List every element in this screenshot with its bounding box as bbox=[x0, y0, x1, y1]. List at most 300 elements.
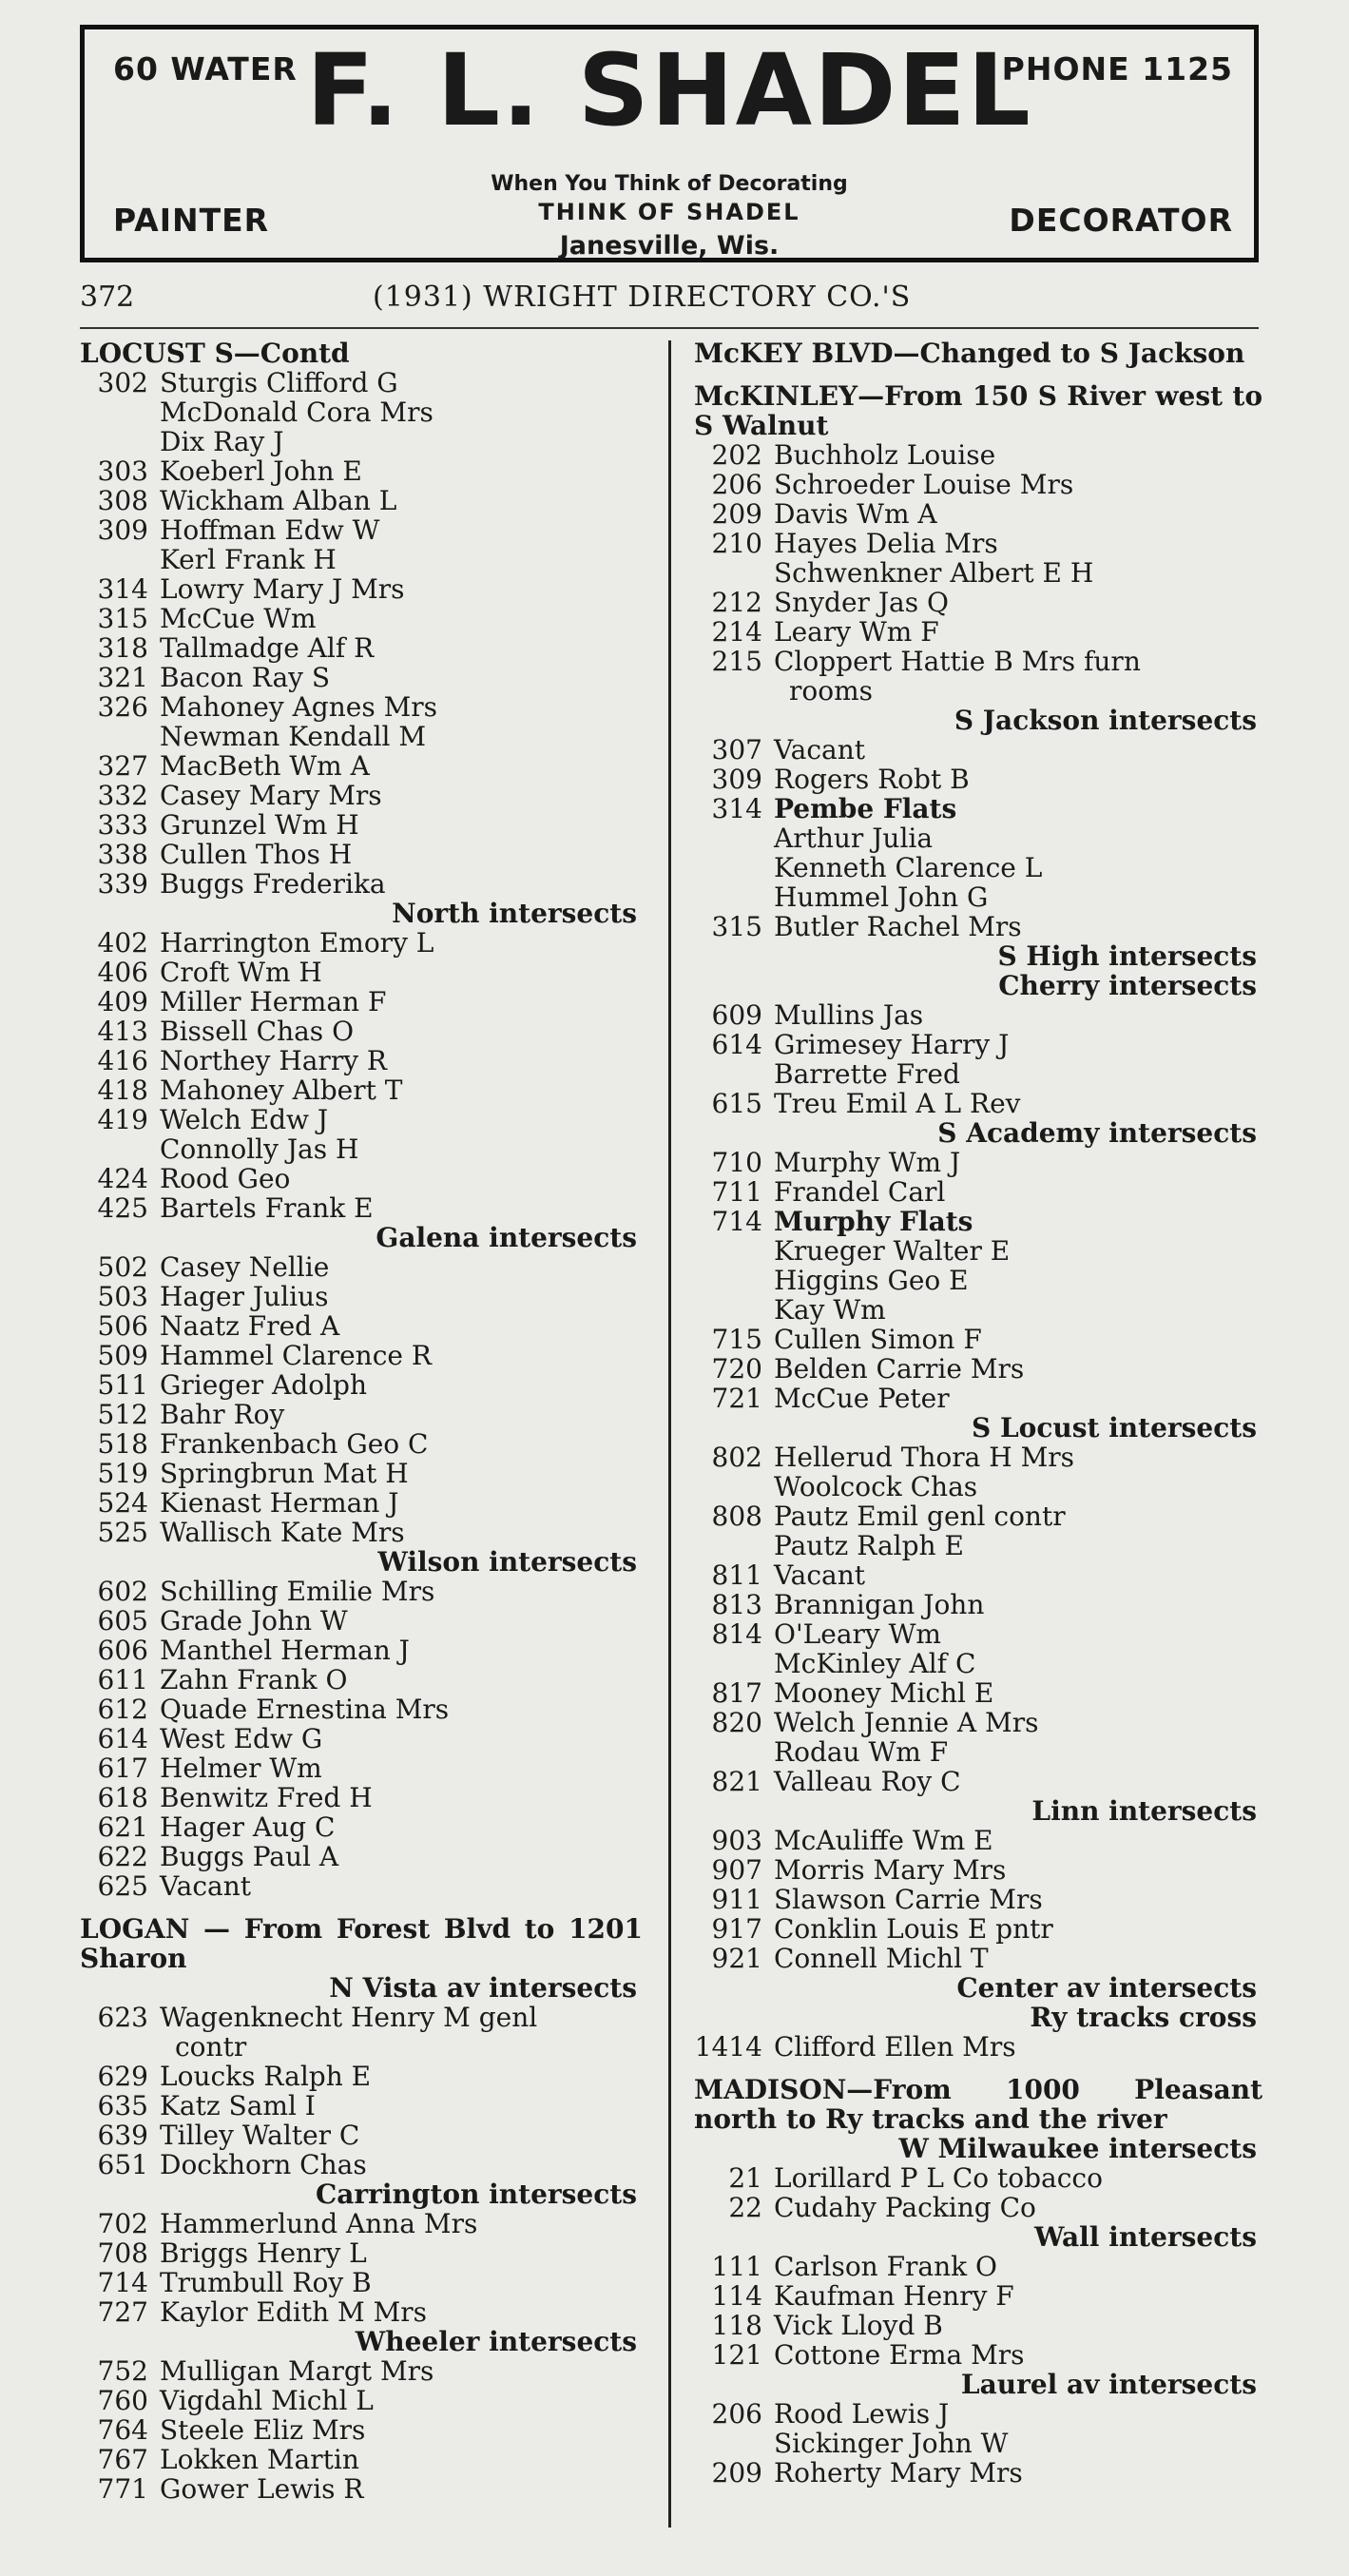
resident-name: Higgins Geo E bbox=[774, 1265, 969, 1296]
resident-name: Vick Lloyd B bbox=[774, 2310, 943, 2341]
intersection-note: S Locust intersects bbox=[971, 1412, 1257, 1443]
house-number: 708 bbox=[97, 2237, 148, 2269]
house-number: 332 bbox=[97, 780, 148, 811]
house-number: 602 bbox=[97, 1576, 148, 1607]
column-divider bbox=[668, 340, 671, 2528]
resident-name: Krueger Walter E bbox=[774, 1235, 1011, 1267]
directory-entry bbox=[80, 1842, 643, 1871]
house-number: 308 bbox=[97, 485, 148, 516]
resident-name: Loucks Ralph E bbox=[160, 2061, 372, 2092]
resident-name: Kenneth Clarence L bbox=[774, 852, 1043, 883]
house-number: 307 bbox=[711, 734, 762, 765]
resident-name: Katz Saml I bbox=[160, 2090, 316, 2121]
resident-name: Belden Carrie Mrs bbox=[774, 1353, 1025, 1385]
house-number: 419 bbox=[97, 1104, 148, 1135]
intersection-note: North intersects bbox=[392, 898, 637, 929]
resident-name: Grade John W bbox=[160, 1605, 348, 1637]
resident-name: Mulligan Margt Mrs bbox=[160, 2355, 434, 2387]
intersection-note: Wilson intersects bbox=[377, 1546, 637, 1578]
house-number: 615 bbox=[711, 1088, 762, 1119]
house-number: 625 bbox=[97, 1870, 148, 1902]
house-number: 314 bbox=[97, 573, 148, 605]
resident-name: Hellerud Thora H Mrs bbox=[774, 1442, 1074, 1473]
resident-name: Woolcock Chas bbox=[774, 1471, 978, 1502]
house-number: 917 bbox=[711, 1913, 762, 1945]
directory-entry bbox=[80, 574, 643, 604]
resident-name: Cudahy Packing Co bbox=[774, 2192, 1036, 2223]
resident-name: Cottone Erma Mrs bbox=[774, 2339, 1025, 2371]
resident-name: Arthur Julia bbox=[774, 823, 934, 854]
resident-name: Naatz Fred A bbox=[160, 1310, 340, 1342]
directory-entry bbox=[80, 1783, 643, 1812]
house-number: 903 bbox=[711, 1825, 762, 1856]
directory-entry bbox=[80, 1341, 643, 1370]
house-number: 214 bbox=[711, 616, 762, 648]
house-number: 326 bbox=[97, 691, 148, 723]
house-number: 509 bbox=[97, 1340, 148, 1371]
resident-name: Dix Ray J bbox=[160, 426, 284, 457]
resident-name: Manthel Herman J bbox=[160, 1635, 410, 1666]
resident-name: Koeberl John E bbox=[160, 455, 362, 487]
directory-entry bbox=[694, 1295, 1262, 1325]
ad-trade-right: DECORATOR bbox=[1009, 202, 1233, 239]
resident-name: Carlson Frank O bbox=[774, 2251, 997, 2282]
directory-entry bbox=[80, 2032, 643, 2062]
directory-entry bbox=[694, 1560, 1262, 1590]
resident-name: McDonald Cora Mrs bbox=[160, 397, 434, 428]
header-divider bbox=[80, 327, 1259, 329]
directory-entry bbox=[80, 2297, 643, 2327]
house-number: 710 bbox=[711, 1147, 762, 1178]
intersection-note: Wheeler intersects bbox=[355, 2326, 637, 2357]
house-number: 618 bbox=[97, 1782, 148, 1813]
resident-name: Grieger Adolph bbox=[160, 1369, 367, 1401]
house-number: 114 bbox=[711, 2280, 762, 2312]
directory-entry bbox=[80, 1164, 643, 1193]
resident-name: Murphy Wm J bbox=[774, 1147, 961, 1178]
house-number: 338 bbox=[97, 839, 148, 870]
resident-name: Frankenbach Geo C bbox=[160, 1428, 429, 1460]
directory-entry bbox=[80, 2209, 643, 2238]
house-number: 206 bbox=[711, 469, 762, 500]
resident-name: Mooney Michl E bbox=[774, 1677, 994, 1709]
directory-entry bbox=[80, 781, 643, 810]
directory-entry bbox=[80, 2238, 643, 2268]
intersection-note: S Jackson intersects bbox=[954, 705, 1257, 736]
house-number: 635 bbox=[97, 2090, 148, 2121]
resident-name: Zahn Frank O bbox=[160, 1664, 348, 1695]
resident-name: Schilling Emilie Mrs bbox=[160, 1576, 435, 1607]
house-number: 771 bbox=[97, 2473, 148, 2505]
directory-entry bbox=[694, 1855, 1262, 1885]
resident-name: Morris Mary Mrs bbox=[774, 1854, 1007, 1886]
directory-entry bbox=[694, 1649, 1262, 1678]
section-spacer bbox=[80, 1901, 643, 1914]
directory-entry bbox=[80, 1105, 643, 1134]
intersection-note: Cherry intersects bbox=[998, 970, 1257, 1001]
directory-entry bbox=[80, 604, 643, 633]
house-number: 321 bbox=[97, 662, 148, 693]
resident-name: Helmer Wm bbox=[160, 1753, 322, 1784]
house-number: 424 bbox=[97, 1163, 148, 1194]
directory-entry bbox=[694, 647, 1262, 676]
resident-name: Hayes Delia Mrs bbox=[774, 528, 998, 559]
house-number: 315 bbox=[97, 603, 148, 634]
house-number: 512 bbox=[97, 1399, 148, 1430]
house-number: 811 bbox=[711, 1559, 762, 1591]
resident-name: Tallmadge Alf R bbox=[160, 632, 375, 664]
resident-name: Cullen Thos H bbox=[160, 839, 353, 870]
house-number: 333 bbox=[97, 809, 148, 841]
house-number: 911 bbox=[711, 1884, 762, 1915]
directory-entry bbox=[80, 840, 643, 869]
house-number: 711 bbox=[711, 1176, 762, 1208]
house-number: 209 bbox=[711, 2457, 762, 2489]
house-number: 614 bbox=[97, 1723, 148, 1754]
directory-entry bbox=[80, 1429, 643, 1459]
directory-entry bbox=[80, 958, 643, 987]
house-number: 606 bbox=[97, 1635, 148, 1666]
directory-entry bbox=[80, 1252, 643, 1282]
directory-entry bbox=[694, 1619, 1262, 1649]
directory-entry bbox=[80, 987, 643, 1017]
street-heading: McKINLEY—From 150 S River west to S Walnut bbox=[694, 380, 1262, 441]
directory-entry bbox=[694, 1354, 1262, 1384]
ad-phone: PHONE 1125 bbox=[1001, 50, 1233, 87]
directory-entry bbox=[694, 1914, 1262, 1944]
ad-trade-left: PAINTER bbox=[113, 202, 270, 239]
resident-name: Croft Wm H bbox=[160, 957, 322, 988]
house-number: 609 bbox=[711, 999, 762, 1031]
page-header bbox=[80, 281, 1259, 320]
directory-entry bbox=[694, 617, 1262, 647]
resident-name: Clifford Ellen Mrs bbox=[774, 2031, 1016, 2063]
directory-entry bbox=[80, 1724, 643, 1753]
directory-entry bbox=[80, 1812, 643, 1842]
directory-entry bbox=[694, 1384, 1262, 1413]
directory-entry bbox=[694, 2252, 1262, 2281]
directory-entry bbox=[80, 1046, 643, 1075]
directory-entry bbox=[694, 499, 1262, 529]
directory-entry bbox=[694, 529, 1262, 558]
directory-entry bbox=[80, 810, 643, 840]
resident-name: West Edw G bbox=[160, 1723, 323, 1754]
resident-name: Kaylor Edith M Mrs bbox=[160, 2296, 428, 2328]
entry-continuation: rooms bbox=[789, 675, 874, 707]
directory-entry bbox=[80, 2268, 643, 2297]
directory-entry bbox=[80, 2356, 643, 2386]
directory-entry bbox=[80, 928, 643, 958]
page-number: 372 bbox=[80, 281, 135, 314]
resident-name: Trumbull Roy B bbox=[160, 2267, 372, 2298]
resident-name: Wallisch Kate Mrs bbox=[160, 1517, 405, 1548]
house-number: 309 bbox=[97, 514, 148, 546]
resident-name: Kaufman Henry F bbox=[774, 2280, 1014, 2312]
resident-name: Rodau Wm F bbox=[774, 1736, 949, 1768]
resident-name: Buggs Frederika bbox=[160, 868, 386, 900]
resident-name: Hammel Clarence R bbox=[160, 1340, 432, 1371]
directory-entry bbox=[80, 722, 643, 751]
resident-name: Casey Nellie bbox=[160, 1251, 330, 1283]
resident-name: Benwitz Fred H bbox=[160, 1782, 373, 1813]
directory-entry bbox=[80, 663, 643, 692]
ad-business-name: F. L. SHADEL bbox=[306, 32, 1032, 148]
house-number: 921 bbox=[711, 1943, 762, 1974]
directory-entry bbox=[80, 1518, 643, 1547]
resident-name: Cullen Simon F bbox=[774, 1324, 982, 1355]
directory-entry bbox=[694, 882, 1262, 912]
house-number: 118 bbox=[711, 2310, 762, 2341]
resident-name: Lokken Martin bbox=[160, 2444, 359, 2475]
resident-name: Cloppert Hattie B Mrs furn bbox=[774, 646, 1141, 677]
directory-entry bbox=[694, 1325, 1262, 1354]
directory-entry bbox=[694, 2458, 1262, 2488]
directory-entry bbox=[694, 2399, 1262, 2429]
directory-entry bbox=[694, 470, 1262, 499]
house-number: 202 bbox=[711, 439, 762, 471]
resident-name: Snyder Jas Q bbox=[774, 587, 949, 618]
resident-name: Hummel John G bbox=[774, 881, 989, 913]
section-spacer bbox=[694, 368, 1262, 381]
resident-name: Welch Jennie A Mrs bbox=[774, 1707, 1039, 1738]
house-number: 907 bbox=[711, 1854, 762, 1886]
house-number: 327 bbox=[97, 750, 148, 782]
resident-name: Schwenkner Albert E H bbox=[774, 557, 1094, 589]
resident-name: Treu Emil A L Rev bbox=[774, 1088, 1021, 1119]
directory-entry bbox=[80, 368, 643, 397]
house-number: 814 bbox=[711, 1618, 762, 1650]
resident-name: Pautz Emil genl contr bbox=[774, 1501, 1066, 1532]
resident-name: Roherty Mary Mrs bbox=[774, 2457, 1023, 2489]
house-number: 315 bbox=[711, 911, 762, 942]
directory-entry bbox=[694, 588, 1262, 617]
house-number: 802 bbox=[711, 1442, 762, 1473]
house-number: 621 bbox=[97, 1811, 148, 1843]
directory-entry bbox=[694, 1266, 1262, 1295]
directory-entry bbox=[80, 692, 643, 722]
resident-name: Murphy Flats bbox=[774, 1206, 973, 1237]
resident-name: Connell Michl T bbox=[774, 1943, 989, 1974]
directory-entry bbox=[694, 2281, 1262, 2311]
resident-name: Leary Wm F bbox=[774, 616, 939, 648]
resident-name: Tilley Walter C bbox=[160, 2120, 360, 2151]
intersection-note: Carrington intersects bbox=[315, 2179, 637, 2210]
resident-name: Miller Herman F bbox=[160, 986, 387, 1017]
house-number: 210 bbox=[711, 528, 762, 559]
directory-entry bbox=[80, 397, 643, 427]
resident-name: Connolly Jas H bbox=[160, 1133, 359, 1165]
house-number: 764 bbox=[97, 2414, 148, 2446]
resident-name: Rood Geo bbox=[160, 1163, 291, 1194]
resident-name: Frandel Carl bbox=[774, 1176, 946, 1208]
house-number: 617 bbox=[97, 1753, 148, 1784]
directory-entry bbox=[694, 1708, 1262, 1737]
resident-name: Vacant bbox=[160, 1870, 252, 1902]
resident-name: Butler Rachel Mrs bbox=[774, 911, 1022, 942]
directory-entry bbox=[80, 751, 643, 781]
directory-entry bbox=[80, 2150, 643, 2179]
right-column bbox=[694, 339, 1262, 2488]
directory-entry bbox=[694, 1443, 1262, 1472]
resident-name: Rood Lewis J bbox=[774, 2398, 950, 2430]
resident-name: Grimesey Harry J bbox=[774, 1029, 1010, 1060]
house-number: 209 bbox=[711, 498, 762, 530]
resident-name: Harrington Emory L bbox=[160, 927, 434, 959]
resident-name: Grunzel Wm H bbox=[160, 809, 359, 841]
directory-entry bbox=[694, 440, 1262, 470]
directory-entry bbox=[694, 794, 1262, 823]
intersection-note: W Milwaukee intersects bbox=[898, 2133, 1257, 2164]
house-number: 623 bbox=[97, 2002, 148, 2033]
directory-entry bbox=[80, 869, 643, 899]
resident-name: Lowry Mary J Mrs bbox=[160, 573, 405, 605]
resident-name: Newman Kendall M bbox=[160, 721, 427, 752]
directory-entry bbox=[694, 2340, 1262, 2370]
ad-tagline: When You Think of Decorating bbox=[491, 172, 848, 196]
resident-name: Hager Aug C bbox=[160, 1811, 336, 1843]
intersection-note: Laurel av intersects bbox=[960, 2369, 1257, 2400]
directory-entry bbox=[80, 1695, 643, 1724]
intersection-note: S High intersects bbox=[997, 940, 1257, 972]
directory-entry bbox=[80, 515, 643, 545]
house-number: 525 bbox=[97, 1517, 148, 1548]
directory-entry bbox=[80, 1665, 643, 1695]
house-number: 318 bbox=[97, 632, 148, 664]
resident-name: Northey Harry R bbox=[160, 1045, 387, 1076]
resident-name: Briggs Henry L bbox=[160, 2237, 367, 2269]
intersection-note: Center av intersects bbox=[956, 1972, 1257, 2004]
resident-name: Hager Julius bbox=[160, 1281, 329, 1312]
directory-entry bbox=[694, 1059, 1262, 1089]
house-number: 714 bbox=[97, 2267, 148, 2298]
resident-name: Bissell Chas O bbox=[160, 1016, 355, 1047]
directory-entry bbox=[80, 2386, 643, 2415]
house-number: 502 bbox=[97, 1251, 148, 1283]
directory-entry bbox=[80, 1606, 643, 1636]
house-number: 339 bbox=[97, 868, 148, 900]
directory-entry bbox=[694, 1177, 1262, 1207]
house-number: 406 bbox=[97, 957, 148, 988]
resident-name: Welch Edw J bbox=[160, 1104, 329, 1135]
intersection-note: S Academy intersects bbox=[937, 1117, 1257, 1149]
directory-entry bbox=[694, 735, 1262, 765]
directory-entry bbox=[694, 676, 1262, 706]
resident-name: Casey Mary Mrs bbox=[160, 780, 382, 811]
house-number: 215 bbox=[711, 646, 762, 677]
directory-entry bbox=[694, 1030, 1262, 1059]
directory-entry bbox=[80, 1134, 643, 1164]
house-number: 206 bbox=[711, 2398, 762, 2430]
resident-name: Mahoney Albert T bbox=[160, 1075, 403, 1106]
directory-entry bbox=[694, 1767, 1262, 1796]
entry-continuation: contr bbox=[175, 2031, 247, 2063]
intersection-note: Galena intersects bbox=[376, 1222, 637, 1253]
house-number: 409 bbox=[97, 986, 148, 1017]
directory-entry bbox=[694, 1590, 1262, 1619]
directory-entry bbox=[694, 2032, 1262, 2062]
street-heading: McKEY BLVD—Changed to S Jackson bbox=[694, 338, 1245, 369]
directory-entry bbox=[80, 1753, 643, 1783]
resident-name: Brannigan John bbox=[774, 1589, 985, 1620]
directory-entry bbox=[694, 1737, 1262, 1767]
house-number: 111 bbox=[711, 2251, 762, 2282]
advertisement-box bbox=[80, 25, 1259, 262]
resident-name: Pembe Flats bbox=[774, 793, 957, 824]
resident-name: Schroeder Louise Mrs bbox=[774, 469, 1074, 500]
ad-city: Janesville, Wis. bbox=[559, 231, 780, 261]
street-heading: LOCUST S—Contd bbox=[80, 338, 350, 369]
house-number: 614 bbox=[711, 1029, 762, 1060]
left-column bbox=[80, 339, 643, 2504]
directory-entry bbox=[80, 1577, 643, 1606]
directory-entry bbox=[80, 1075, 643, 1105]
resident-name: Hoffman Edw W bbox=[160, 514, 380, 546]
directory-entry bbox=[694, 1472, 1262, 1501]
house-number: 760 bbox=[97, 2385, 148, 2416]
directory-entry bbox=[80, 1636, 643, 1665]
house-number: 413 bbox=[97, 1016, 148, 1047]
house-number: 813 bbox=[711, 1589, 762, 1620]
directory-entry bbox=[80, 427, 643, 456]
house-number: 821 bbox=[711, 1766, 762, 1797]
resident-name: Quade Ernestina Mrs bbox=[160, 1694, 450, 1725]
house-number: 402 bbox=[97, 927, 148, 959]
resident-name: O'Leary Wm bbox=[774, 1618, 941, 1650]
resident-name: Davis Wm A bbox=[774, 498, 937, 530]
house-number: 1414 bbox=[694, 2031, 762, 2063]
house-number: 524 bbox=[97, 1487, 148, 1519]
resident-name: Gower Lewis R bbox=[160, 2473, 364, 2505]
street-heading: MADISON—From 1000 Pleasant north to Ry tracks and the river bbox=[694, 2074, 1262, 2135]
directory-entry bbox=[80, 2474, 643, 2504]
house-number: 611 bbox=[97, 1664, 148, 1695]
directory-entry bbox=[694, 765, 1262, 794]
directory-entry bbox=[80, 1459, 643, 1488]
house-number: 22 bbox=[728, 2192, 762, 2223]
resident-name: Buggs Paul A bbox=[160, 1841, 339, 1872]
directory-entry bbox=[694, 1826, 1262, 1855]
directory-entry bbox=[80, 2062, 643, 2091]
resident-name: Valleau Roy C bbox=[774, 1766, 961, 1797]
directory-entry bbox=[694, 1000, 1262, 1030]
directory-entry bbox=[80, 1488, 643, 1518]
directory-entry bbox=[80, 1017, 643, 1046]
resident-name: Buchholz Louise bbox=[774, 439, 996, 471]
resident-name: Dockhorn Chas bbox=[160, 2149, 367, 2180]
directory-entry bbox=[694, 1236, 1262, 1266]
directory-entry bbox=[80, 2121, 643, 2150]
house-number: 121 bbox=[711, 2339, 762, 2371]
directory-entry bbox=[694, 2429, 1262, 2458]
resident-name: Rogers Robt B bbox=[774, 764, 970, 795]
directory-entry bbox=[694, 2163, 1262, 2193]
house-number: 612 bbox=[97, 1694, 148, 1725]
house-number: 519 bbox=[97, 1458, 148, 1489]
resident-name: Lorillard P L Co tobacco bbox=[774, 2162, 1103, 2194]
house-number: 212 bbox=[711, 587, 762, 618]
house-number: 511 bbox=[97, 1369, 148, 1401]
house-number: 639 bbox=[97, 2120, 148, 2151]
directory-entry bbox=[80, 1871, 643, 1901]
resident-name: Barrette Fred bbox=[774, 1058, 960, 1090]
intersection-note: Wall intersects bbox=[1034, 2221, 1257, 2253]
directory-entry bbox=[80, 2003, 643, 2032]
house-number: 416 bbox=[97, 1045, 148, 1076]
house-number: 702 bbox=[97, 2208, 148, 2239]
house-number: 752 bbox=[97, 2355, 148, 2387]
page-title: (1931) WRIGHT DIRECTORY CO.'S bbox=[373, 281, 912, 314]
resident-name: Kienast Herman J bbox=[160, 1487, 399, 1519]
